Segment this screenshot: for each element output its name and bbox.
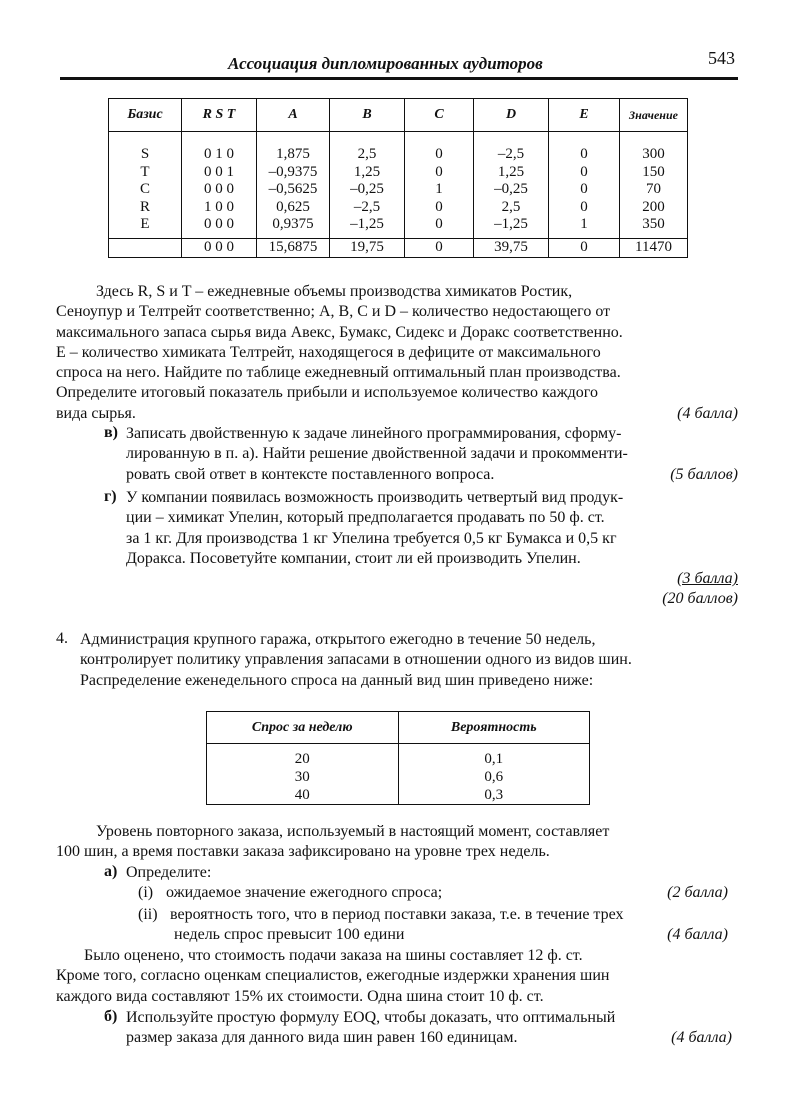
table-cell: C <box>109 181 182 199</box>
table-cell: 0 1 0 <box>182 146 257 164</box>
text-line: E – количество химиката Телтрейт, находящегося в дефиците от максимального <box>56 343 601 361</box>
total-points-label: (20 баллов) <box>662 590 738 608</box>
simplex-table <box>108 98 688 258</box>
item-g-text <box>126 488 738 610</box>
column-header: B <box>330 99 405 132</box>
text-line: ции – химикат Упелин, который предполагается продавать по 50 ф. ст. <box>126 509 605 527</box>
item-v-text <box>126 424 738 485</box>
table-header-row <box>109 99 688 132</box>
sub-item-i <box>166 883 728 903</box>
text-line: за 1 кг. Для производства 1 кг Упелина требуется 0,5 кг Бумакса и 0,5 кг <box>126 529 617 547</box>
column-header: Спрос за неделю <box>207 712 399 744</box>
table-cell: 70 <box>620 181 688 199</box>
table-cell: 20 <box>207 750 399 768</box>
table-cell: 0 0 1 <box>182 164 257 182</box>
points-label: (4 балла) <box>677 404 738 422</box>
table-cell: 1 <box>549 216 620 238</box>
table-cell: –0,25 <box>330 181 405 199</box>
table-cell: 0 <box>405 146 474 164</box>
text-line: 100 шин, а время поставки заказа зафиксировано на уровне трех недель. <box>56 843 550 861</box>
table-cell: 200 <box>620 199 688 217</box>
table-cell: T <box>109 164 182 182</box>
table-cell: 0 <box>549 199 620 217</box>
table-cell <box>109 238 182 257</box>
table-cell: 150 <box>620 164 688 182</box>
text-line: вероятность того, что в период поставки заказа, т.е. в течение трех <box>170 906 624 923</box>
table-cell: 19,75 <box>330 238 405 257</box>
table-cell: 40 <box>207 786 399 805</box>
text-line: максимального запаса сырья вида Авекс, Бумакс, Сидекс и Доракс соответственно. <box>56 323 623 341</box>
points-label: (3 балла) <box>677 570 738 588</box>
text-line: У компании появилась возможность производить четвертый вид продук- <box>126 489 624 506</box>
table-cell: –2,5 <box>330 199 405 217</box>
table-row <box>109 216 688 238</box>
text-line: ожидаемое значение ежегодного спроса; <box>166 884 443 901</box>
table-cell: 0,1 <box>398 750 590 768</box>
table-cell: 30 <box>207 768 399 786</box>
table-cell: 0 <box>549 181 620 199</box>
table-cell: 0,625 <box>257 199 330 217</box>
column-header: C <box>405 99 474 132</box>
text-line: недель спрос превысит 100 едини <box>174 926 405 944</box>
item-a-text: Определите: <box>126 864 212 881</box>
item-b-text <box>126 1008 732 1049</box>
column-header: R S T <box>182 99 257 132</box>
table-cell: 1 0 0 <box>182 199 257 217</box>
problem4-text <box>80 630 738 691</box>
table-cell: 0,9375 <box>257 216 330 238</box>
item-label: в) <box>104 424 118 441</box>
text-line: лированную в п. а). Найти решение двойственной задачи и прокомменти- <box>126 445 628 463</box>
problem-number: 4. <box>56 630 68 647</box>
table-cell: 0,3 <box>398 786 590 805</box>
text-line: ровать свой ответ в контексте поставленного вопроса. <box>126 465 495 483</box>
table-cell: 0 <box>405 199 474 217</box>
sub-item-label: (ii) <box>138 906 158 923</box>
sub-item-ii <box>170 905 728 946</box>
intro-paragraph <box>56 282 738 424</box>
item-label: г) <box>104 488 117 505</box>
table-cell: 300 <box>620 146 688 164</box>
sub-item-label: (i) <box>138 884 154 901</box>
text-line: размер заказа для данного вида шин равен 160 единицам. <box>126 1029 518 1047</box>
table-cell: 0 <box>549 238 620 257</box>
table-row <box>207 786 590 805</box>
table-cell: R <box>109 199 182 217</box>
text-line: Кроме того, согласно оценкам специалистов, ежегодные издержки хранения шин <box>56 967 610 985</box>
points-label: (5 баллов) <box>670 465 738 483</box>
text-line: Было оценено, что стоимость подачи заказа на шины составляет 12 ф. ст. <box>84 947 583 964</box>
demand-table <box>206 711 590 805</box>
table-cell: 0 <box>405 164 474 182</box>
table-cell: 11470 <box>620 238 688 257</box>
points-label: (4 балла) <box>671 1029 732 1047</box>
table-cell: S <box>109 146 182 164</box>
table-header-row <box>207 712 590 744</box>
table-cell: 2,5 <box>474 199 549 217</box>
table-cell: 0 <box>405 238 474 257</box>
table-cell: 0 <box>405 216 474 238</box>
table-row <box>109 181 688 199</box>
column-header: E <box>549 99 620 132</box>
column-header: Вероятность <box>398 712 590 744</box>
header-rule <box>60 77 738 80</box>
table-row <box>207 768 590 786</box>
table-cell: 15,6875 <box>257 238 330 257</box>
table-cell: 0 0 0 <box>182 216 257 238</box>
column-header: Значение <box>620 99 688 132</box>
table-cell: 2,5 <box>330 146 405 164</box>
table-cell: 0 <box>549 146 620 164</box>
text-line: спроса на него. Найдите по таблице ежедневный оптимальный план производства. <box>56 364 621 382</box>
cost-paragraph <box>56 946 738 1007</box>
running-header-title: Ассоциация дипломированных аудиторов <box>228 54 543 73</box>
table-cell: 1,25 <box>474 164 549 182</box>
text-line: Определите итоговый показатель прибыли и используемое количество каждого <box>56 384 598 402</box>
item-label: б) <box>104 1008 118 1025</box>
column-header: A <box>257 99 330 132</box>
table-row <box>109 164 688 182</box>
table-cell: 0 <box>549 164 620 182</box>
text-line: Записать двойственную к задаче линейного программирования, сформу- <box>126 425 622 442</box>
table-row <box>109 146 688 164</box>
table-cell: 0,6 <box>398 768 590 786</box>
points-label: (4 балла) <box>667 926 728 944</box>
page-number: 543 <box>708 48 735 68</box>
table-cell: 0 0 0 <box>182 238 257 257</box>
table-cell: –1,25 <box>474 216 549 238</box>
text-line: Здесь R, S и T – ежедневные объемы производства химикатов Ростик, <box>96 283 573 300</box>
text-line: контролирует политику управления запасами в отношении одного из видов шин. <box>80 651 632 669</box>
text-line: Администрация крупного гаража, открытого ежегодно в течение 50 недель, <box>80 631 596 648</box>
points-label: (2 балла) <box>667 884 728 901</box>
text-line: Используйте простую формулу EOQ, чтобы доказать, что оптимальный <box>126 1009 616 1026</box>
table-row <box>109 199 688 217</box>
table-cell: –0,5625 <box>257 181 330 199</box>
table-cell: 1,875 <box>257 146 330 164</box>
column-header: D <box>474 99 549 132</box>
table-cell: 350 <box>620 216 688 238</box>
table-cell: –0,25 <box>474 181 549 199</box>
table-cell: 0 0 0 <box>182 181 257 199</box>
text-line: Сеноупур и Телтрейт соответственно; A, B, C и D – количество недостающего от <box>56 303 611 321</box>
table-cell: E <box>109 216 182 238</box>
table-cell: –1,25 <box>330 216 405 238</box>
table-cell: 1,25 <box>330 164 405 182</box>
table-total-row <box>109 238 688 257</box>
table-cell: –0,9375 <box>257 164 330 182</box>
table-cell: –2,5 <box>474 146 549 164</box>
text-line: Распределение еженедельного спроса на данный вид шин приведено ниже: <box>80 671 594 689</box>
table-cell: 39,75 <box>474 238 549 257</box>
text-line: каждого вида составляют 15% их стоимости. Одна шина стоит 10 ф. ст. <box>56 987 544 1005</box>
column-header: Базис <box>109 99 182 132</box>
text-line: Доракса. Посоветуйте компании, стоит ли ей производить Упелин. <box>126 549 581 567</box>
text-line: Уровень повторного заказа, используемый в настоящий момент, составляет <box>96 823 610 840</box>
item-label: а) <box>104 863 118 880</box>
reorder-paragraph <box>56 822 738 863</box>
table-cell: 1 <box>405 181 474 199</box>
text-line: вида сырья. <box>56 404 136 422</box>
table-row <box>207 750 590 768</box>
